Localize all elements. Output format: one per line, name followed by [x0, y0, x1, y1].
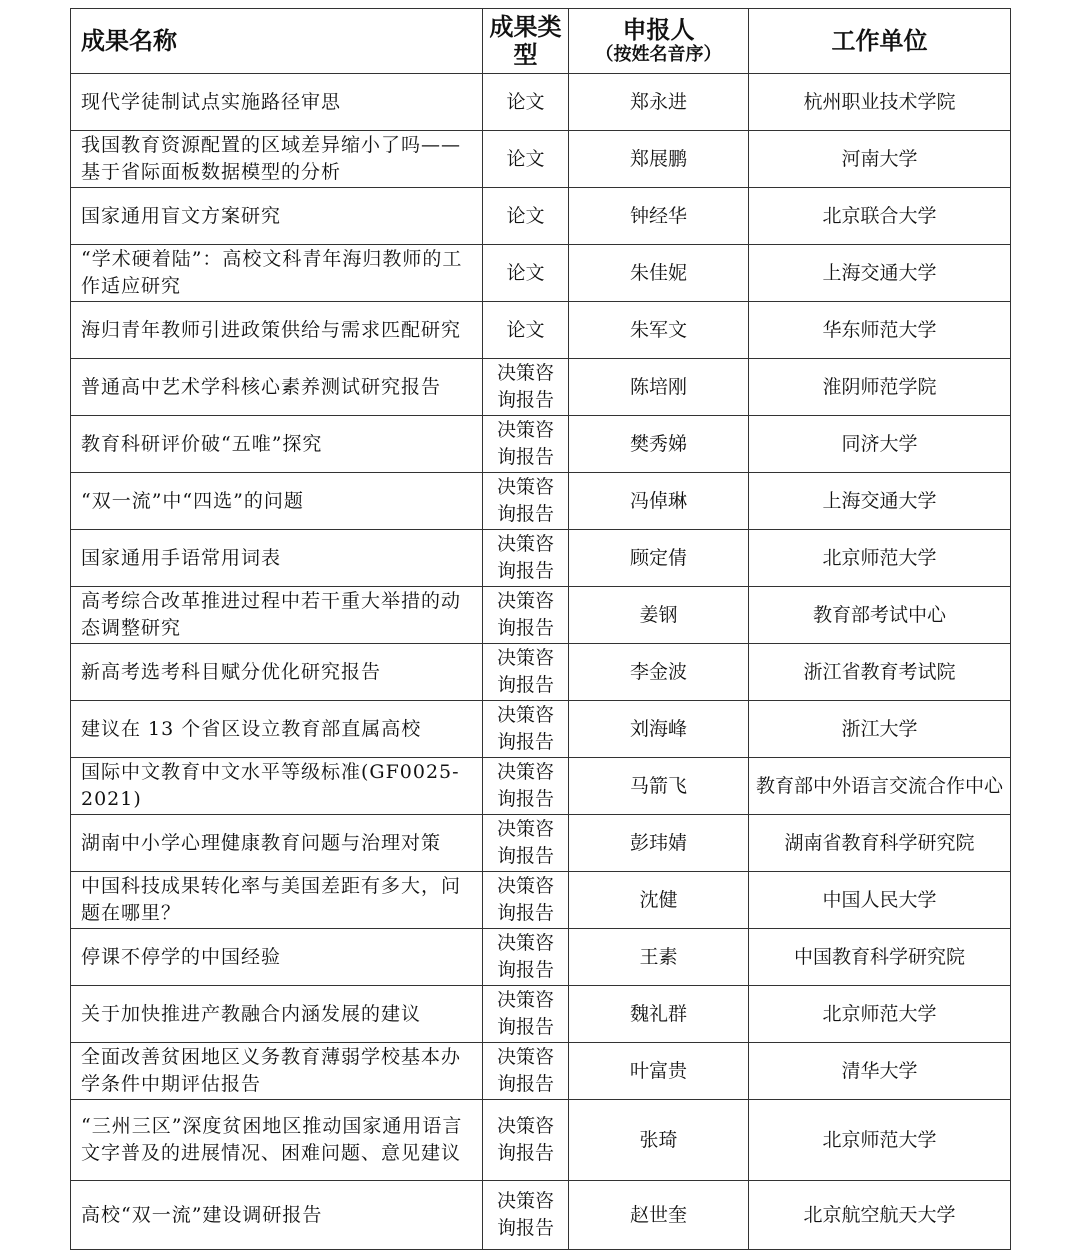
- cell-name: 教育科研评价破“五唯”探究: [71, 416, 483, 473]
- table-row: [71, 872, 1011, 929]
- cell-person: 顾定倩: [569, 530, 749, 587]
- cell-type: 决策咨询报告: [483, 815, 569, 872]
- cell-person: 朱佳妮: [569, 245, 749, 302]
- cell-name: 现代学徒制试点实施路径审思: [71, 74, 483, 131]
- cell-name: 国家通用盲文方案研究: [71, 188, 483, 245]
- table-row: [71, 302, 1011, 359]
- cell-name: “三州三区”深度贫困地区推动国家通用语言文字普及的进展情况、困难问题、意见建议: [71, 1100, 483, 1181]
- cell-person: 陈培刚: [569, 359, 749, 416]
- header-person-note: （按姓名音序）: [595, 44, 722, 65]
- cell-type: 决策咨询报告: [483, 701, 569, 758]
- cell-type: 决策咨询报告: [483, 1181, 569, 1250]
- cell-type: 论文: [483, 188, 569, 245]
- cell-type: 决策咨询报告: [483, 587, 569, 644]
- cell-type: 论文: [483, 74, 569, 131]
- cell-name: 建议在 13 个省区设立教育部直属高校: [71, 701, 483, 758]
- cell-name: 普通高中艺术学科核心素养测试研究报告: [71, 359, 483, 416]
- cell-type: 论文: [483, 302, 569, 359]
- cell-name: 国家通用手语常用词表: [71, 530, 483, 587]
- cell-person: 郑永进: [569, 74, 749, 131]
- cell-org: 杭州职业技术学院: [749, 74, 1011, 131]
- cell-person: 彭玮婧: [569, 815, 749, 872]
- cell-person: 张琦: [569, 1100, 749, 1181]
- cell-name: 我国教育资源配置的区域差异缩小了吗——基于省际面板数据模型的分析: [71, 131, 483, 188]
- table-body: [71, 74, 1011, 1250]
- cell-person: 马箭飞: [569, 758, 749, 815]
- cell-org: 中国教育科学研究院: [749, 929, 1011, 986]
- cell-type: 决策咨询报告: [483, 929, 569, 986]
- header-type: 成果类型: [483, 9, 569, 74]
- cell-name: 停课不停学的中国经验: [71, 929, 483, 986]
- table-header-row: [71, 9, 1011, 74]
- cell-type: 论文: [483, 245, 569, 302]
- cell-type: 决策咨询报告: [483, 872, 569, 929]
- cell-name: 新高考选考科目赋分优化研究报告: [71, 644, 483, 701]
- achievements-table: [70, 8, 1011, 1250]
- table-row: [71, 416, 1011, 473]
- cell-person: 魏礼群: [569, 986, 749, 1043]
- table-row: [71, 473, 1011, 530]
- cell-name: “双一流”中“四选”的问题: [71, 473, 483, 530]
- header-org: 工作单位: [749, 9, 1011, 74]
- cell-org: 清华大学: [749, 1043, 1011, 1100]
- cell-org: 北京师范大学: [749, 1100, 1011, 1181]
- cell-org: 北京师范大学: [749, 986, 1011, 1043]
- table-row: [71, 188, 1011, 245]
- table-row: [71, 701, 1011, 758]
- cell-person: 李金波: [569, 644, 749, 701]
- cell-org: 淮阴师范学院: [749, 359, 1011, 416]
- table-row: [71, 587, 1011, 644]
- cell-name: 中国科技成果转化率与美国差距有多大，问题在哪里？: [71, 872, 483, 929]
- header-name: 成果名称: [71, 9, 483, 74]
- cell-org: 教育部中外语言交流合作中心: [749, 758, 1011, 815]
- cell-person: 叶富贵: [569, 1043, 749, 1100]
- cell-org: 上海交通大学: [749, 245, 1011, 302]
- cell-person: 王素: [569, 929, 749, 986]
- cell-org: 北京联合大学: [749, 188, 1011, 245]
- cell-name: 湖南中小学心理健康教育问题与治理对策: [71, 815, 483, 872]
- table-row: [71, 929, 1011, 986]
- cell-name: 关于加快推进产教融合内涵发展的建议: [71, 986, 483, 1043]
- cell-type: 决策咨询报告: [483, 530, 569, 587]
- cell-person: 冯倬琳: [569, 473, 749, 530]
- cell-org: 湖南省教育科学研究院: [749, 815, 1011, 872]
- table-row: [71, 758, 1011, 815]
- cell-org: 浙江省教育考试院: [749, 644, 1011, 701]
- cell-person: 郑展鹏: [569, 131, 749, 188]
- cell-type: 决策咨询报告: [483, 758, 569, 815]
- cell-name: 国际中文教育中文水平等级标准(GF0025-2021): [71, 758, 483, 815]
- cell-person: 钟经华: [569, 188, 749, 245]
- cell-type: 决策咨询报告: [483, 986, 569, 1043]
- cell-name: 高校“双一流”建设调研报告: [71, 1181, 483, 1250]
- cell-person: 赵世奎: [569, 1181, 749, 1250]
- cell-person: 刘海峰: [569, 701, 749, 758]
- table-row: [71, 530, 1011, 587]
- cell-type: 决策咨询报告: [483, 644, 569, 701]
- cell-org: 河南大学: [749, 131, 1011, 188]
- cell-org: 华东师范大学: [749, 302, 1011, 359]
- cell-org: 上海交通大学: [749, 473, 1011, 530]
- header-person: [569, 9, 749, 74]
- cell-person: 樊秀娣: [569, 416, 749, 473]
- table-row: [71, 644, 1011, 701]
- table-row: [71, 815, 1011, 872]
- table-row: [71, 74, 1011, 131]
- cell-org: 北京航空航天大学: [749, 1181, 1011, 1250]
- cell-type: 决策咨询报告: [483, 359, 569, 416]
- cell-org: 中国人民大学: [749, 872, 1011, 929]
- cell-name: “学术硬着陆”：高校文科青年海归教师的工作适应研究: [71, 245, 483, 302]
- cell-type: 论文: [483, 131, 569, 188]
- cell-type: 决策咨询报告: [483, 416, 569, 473]
- cell-name: 高考综合改革推进过程中若干重大举措的动态调整研究: [71, 587, 483, 644]
- cell-org: 同济大学: [749, 416, 1011, 473]
- table-row: [71, 359, 1011, 416]
- cell-org: 浙江大学: [749, 701, 1011, 758]
- cell-type: 决策咨询报告: [483, 473, 569, 530]
- cell-org: 北京师范大学: [749, 530, 1011, 587]
- cell-org: 教育部考试中心: [749, 587, 1011, 644]
- cell-name: 海归青年教师引进政策供给与需求匹配研究: [71, 302, 483, 359]
- cell-type: 决策咨询报告: [483, 1100, 569, 1181]
- table-row: [71, 131, 1011, 188]
- cell-person: 朱军文: [569, 302, 749, 359]
- header-person-label: 申报人: [622, 16, 695, 44]
- table-row: [71, 1100, 1011, 1181]
- table-row: [71, 1043, 1011, 1100]
- table-row: [71, 245, 1011, 302]
- cell-person: 沈健: [569, 872, 749, 929]
- table-row: [71, 986, 1011, 1043]
- table-row: [71, 1181, 1011, 1250]
- cell-type: 决策咨询报告: [483, 1043, 569, 1100]
- cell-name: 全面改善贫困地区义务教育薄弱学校基本办学条件中期评估报告: [71, 1043, 483, 1100]
- cell-person: 姜钢: [569, 587, 749, 644]
